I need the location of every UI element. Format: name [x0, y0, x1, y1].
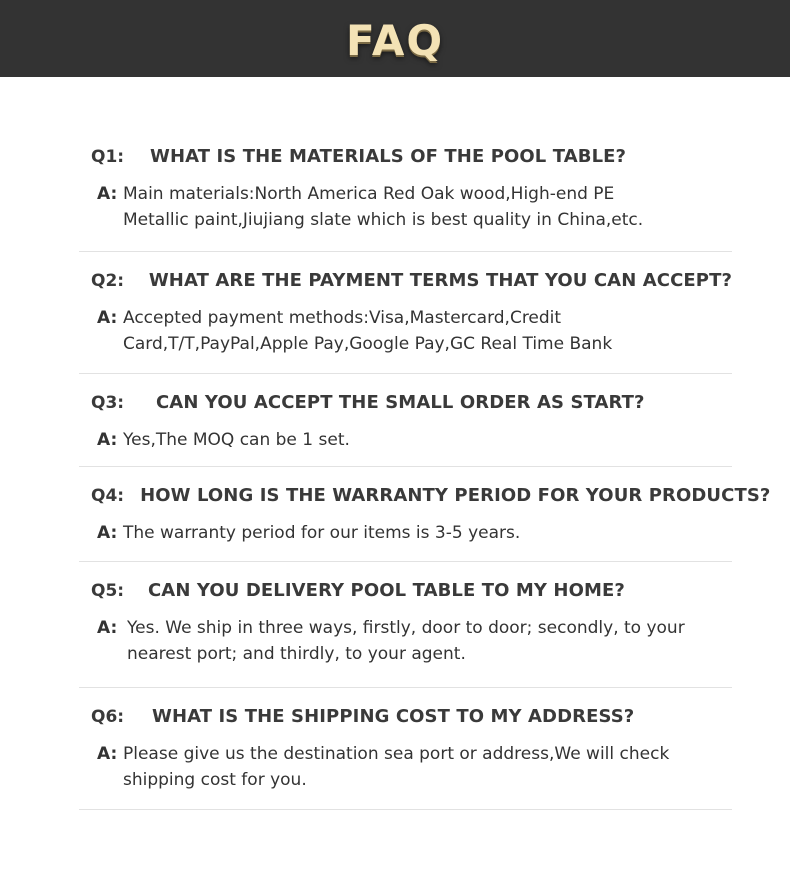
answer-text: Yes,The MOQ can be 1 set. — [123, 430, 350, 450]
answer-label: A: — [97, 308, 118, 328]
answer-row — [79, 520, 732, 546]
faq-list — [79, 130, 771, 810]
question-row — [79, 562, 732, 601]
question-row — [79, 688, 732, 727]
question-row — [79, 374, 732, 413]
faq-header-bar — [0, 0, 790, 77]
question-text: WHAT IS THE MATERIALS OF THE POOL TABLE? — [150, 146, 627, 167]
answer-row — [79, 427, 732, 453]
answer-label: A: — [97, 184, 118, 204]
answer-text: Main materials:North America Red Oak wood,High-end PE Metallic paint,Jiujiang slate which is best quality in China,etc. — [123, 184, 644, 230]
answer-row — [79, 305, 732, 357]
faq-item-2 — [79, 252, 732, 374]
answer-label: A: — [97, 744, 118, 764]
question-row — [79, 252, 732, 291]
answer-label: A: — [97, 618, 118, 638]
question-number: Q2: — [91, 271, 125, 291]
answer-row — [79, 181, 732, 233]
answer-text: Accepted payment methods:Visa,Mastercard,Credit Card,T/T,PayPal,Apple Pay,Google Pay,GC Real Time Bank — [123, 308, 613, 354]
question-text: CAN YOU ACCEPT THE SMALL ORDER AS START? — [156, 392, 645, 413]
faq-item-3 — [79, 374, 732, 467]
answer-text: The warranty period for our items is 3-5 years. — [123, 523, 521, 543]
answer-text: Please give us the destination sea port or address,We will check shipping cost for you. — [123, 744, 670, 790]
question-number: Q3: — [91, 393, 125, 413]
answer-text: Yes. We ship in three ways, firstly, door to door; secondly, to your nearest port; and thirdly, to your agent. — [127, 618, 685, 664]
question-text: HOW LONG IS THE WARRANTY PERIOD FOR YOUR PRODUCTS? — [140, 485, 771, 506]
answer-row — [79, 741, 732, 793]
faq-item-5 — [79, 562, 732, 688]
question-number: Q6: — [91, 707, 125, 727]
question-row — [79, 467, 771, 506]
question-text: WHAT IS THE SHIPPING COST TO MY ADDRESS? — [152, 706, 635, 727]
faq-item-1 — [79, 130, 732, 252]
answer-row — [79, 615, 732, 667]
question-text: WHAT ARE THE PAYMENT TERMS THAT YOU CAN ACCEPT? — [148, 270, 732, 291]
answer-label: A: — [97, 523, 118, 543]
faq-item-6 — [79, 688, 732, 810]
question-number: Q1: — [91, 147, 125, 167]
page-title: FAQ — [345, 16, 445, 65]
faq-item-4 — [79, 467, 771, 562]
question-row — [79, 130, 732, 167]
question-number: Q4: — [91, 486, 125, 506]
answer-label: A: — [97, 430, 118, 450]
question-number: Q5: — [91, 581, 125, 601]
question-text: CAN YOU DELIVERY POOL TABLE TO MY HOME? — [148, 580, 625, 601]
